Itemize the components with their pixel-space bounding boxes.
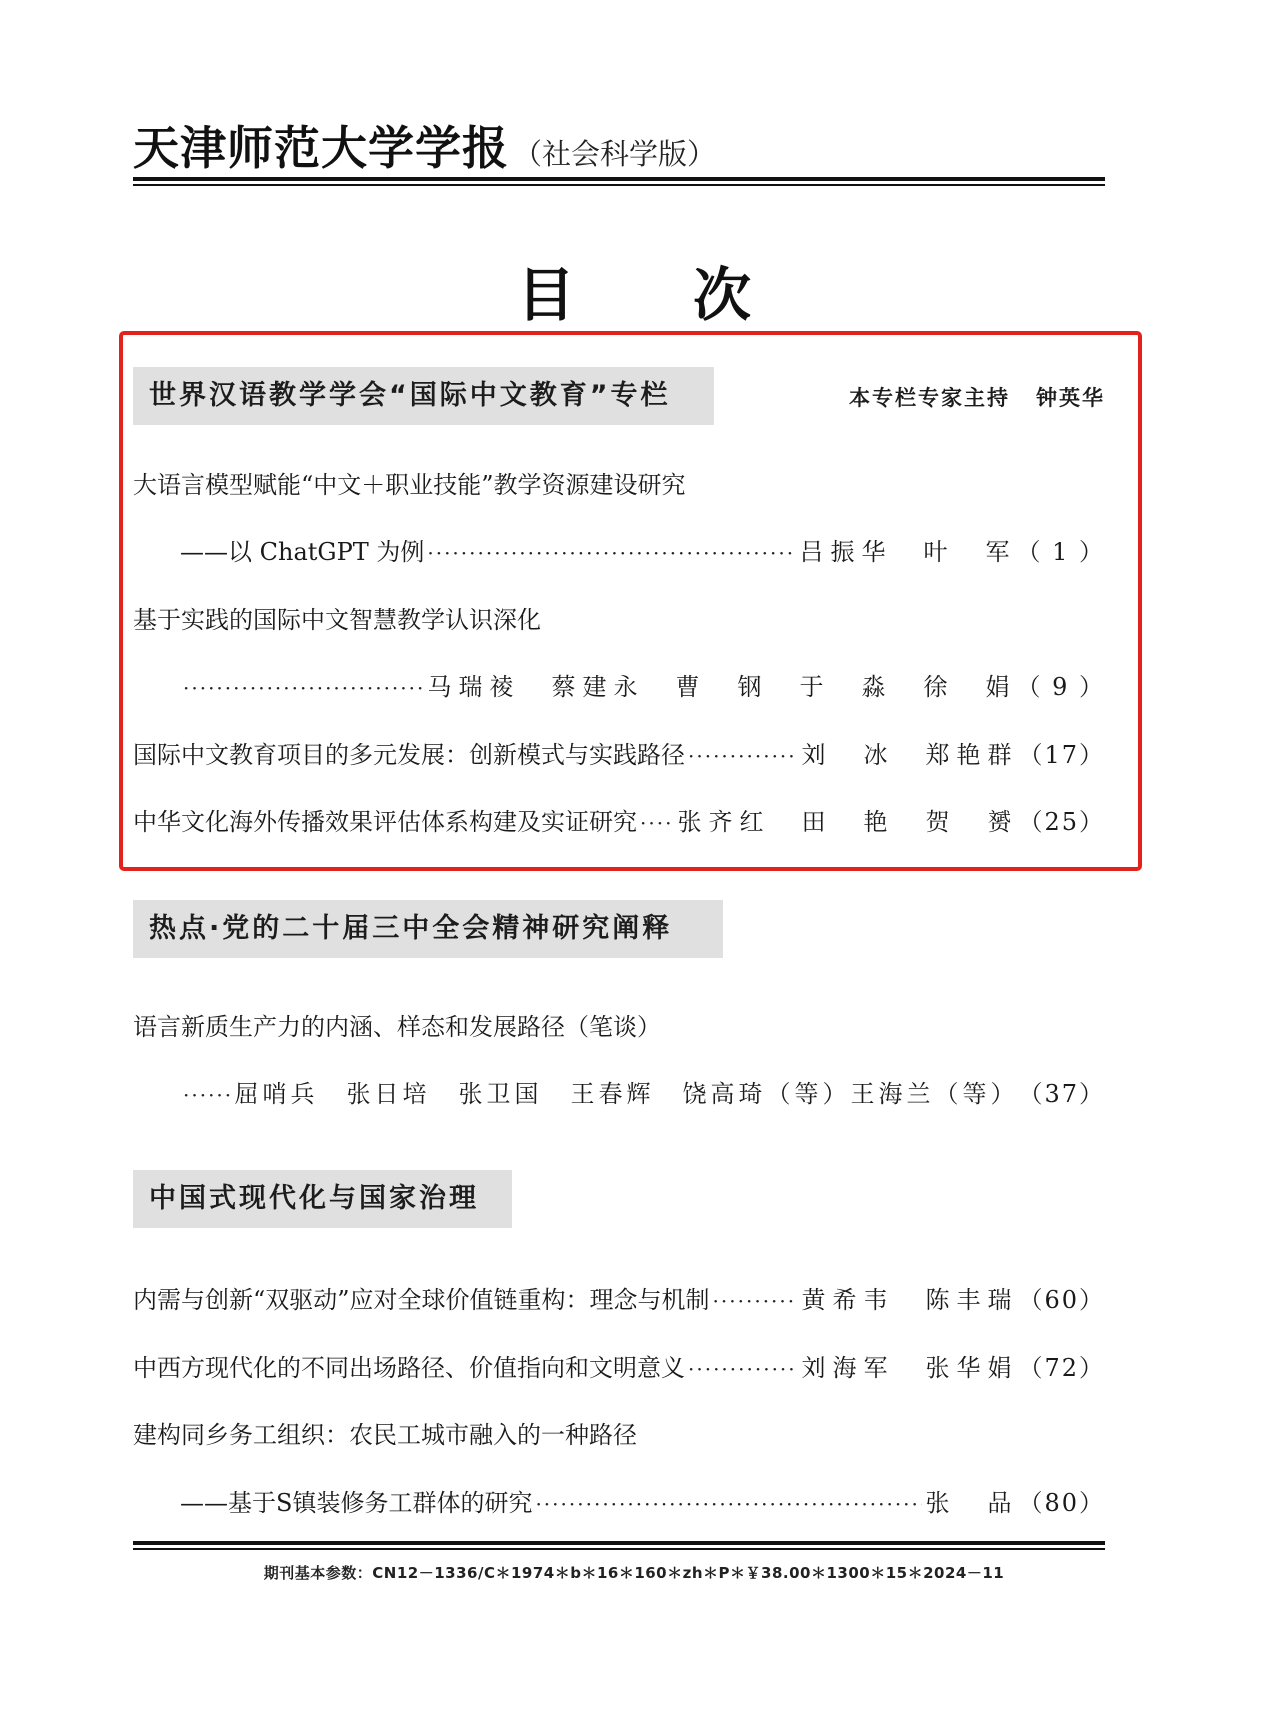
header-rule-thin xyxy=(133,184,1105,186)
column-host xyxy=(849,382,1105,412)
toc-entry xyxy=(180,1077,1105,1111)
toc-heading-char-2: 次 xyxy=(693,261,752,329)
journal-masthead xyxy=(133,112,1105,175)
article-title: 国际中文教育项目的多元发展：创新模式与实践路径 xyxy=(133,741,685,769)
article-authors: 刘海军 张华娟 xyxy=(801,1354,1019,1382)
toc-entry xyxy=(180,670,1105,704)
article-title: 中华文化海外传播效果评估体系构建及实证研究 xyxy=(133,808,637,836)
journal-edition: （社会科学版） xyxy=(513,137,717,171)
dot-leader xyxy=(183,1078,231,1112)
host-name: 钟英华 xyxy=(1036,386,1105,410)
section-label-international-chinese-education: 世界汉语教学学会“国际中文教育”专栏 xyxy=(133,367,714,425)
journal-parameters: 期刊基本参数：CN12－1336/C＊1974＊b＊16＊160＊zh＊P＊￥38.00＊1300＊15＊2024－11 xyxy=(263,1564,1005,1582)
footer-rule-thin xyxy=(133,1548,1105,1550)
article-subtitle: ——基于S镇装修务工群体的研究 xyxy=(180,1489,533,1517)
toc-entry xyxy=(180,1486,1105,1520)
toc-heading-char-1: 目 xyxy=(516,261,575,329)
toc-heading xyxy=(0,248,1268,332)
toc-entry xyxy=(133,805,1105,839)
toc-entry xyxy=(180,535,1105,569)
page-number: （80） xyxy=(1018,1489,1105,1517)
journal-title: 天津师范大学学报 xyxy=(133,121,509,175)
article-title: 中西方现代化的不同出场路径、价值指向和文明意义 xyxy=(133,1354,685,1382)
article-title: 语言新质生产力的内涵、样态和发展路径（笔谈） xyxy=(133,1013,661,1041)
section-label-hotspot: 热点·党的二十届三中全会精神研究阐释 xyxy=(133,900,723,958)
article-authors: 黄希韦 陈丰瑞 xyxy=(801,1286,1019,1314)
page-number: （17） xyxy=(1018,741,1105,769)
toc-entry xyxy=(133,1283,1105,1317)
dot-leader xyxy=(535,1487,922,1521)
article-authors: 马瑞祾 蔡建永 曹 钢 于 淼 徐 娟 xyxy=(427,673,1017,701)
article-subtitle: ——以 ChatGPT 为例 xyxy=(180,538,425,566)
dot-leader xyxy=(427,536,796,570)
article-authors: 吕振华 叶 军 xyxy=(799,538,1017,566)
article-title: 大语言模型赋能“中文＋职业技能”教学资源建设研究 xyxy=(133,471,686,499)
dot-leader xyxy=(688,1352,798,1386)
footer-rule-thick xyxy=(133,1541,1105,1545)
dot-leader xyxy=(688,739,798,773)
page-number: （72） xyxy=(1018,1354,1105,1382)
page-number: （ 9 ） xyxy=(1016,673,1105,701)
article-authors: 张 品 xyxy=(925,1489,1019,1517)
article-title: 内需与创新“双驱动”应对全球价值链重构：理念与机制 xyxy=(133,1286,710,1314)
page-number: （25） xyxy=(1018,808,1105,836)
article-authors: 屈哨兵 张日培 张卫国 王春辉 饶高琦（等）王海兰（等） xyxy=(234,1080,1019,1108)
dot-leader xyxy=(713,1284,799,1318)
page-number: （37） xyxy=(1018,1080,1105,1108)
article-title: 基于实践的国际中文智慧教学认识深化 xyxy=(133,606,541,634)
page-number: （60） xyxy=(1018,1286,1105,1314)
section-label-modernization-governance: 中国式现代化与国家治理 xyxy=(133,1170,512,1228)
dot-leader xyxy=(640,806,674,840)
header-rule-thick xyxy=(133,177,1105,181)
toc-entry xyxy=(133,738,1105,772)
article-authors: 张齐红 田 艳 贺 赟 xyxy=(677,808,1019,836)
host-label: 本专栏专家主持 xyxy=(849,386,1010,410)
article-authors: 刘 冰 郑艳群 xyxy=(801,741,1019,769)
article-title: 建构同乡务工组织：农民工城市融入的一种路径 xyxy=(133,1421,637,1449)
page-number: （ 1 ） xyxy=(1016,538,1105,566)
dot-leader xyxy=(183,671,424,705)
toc-entry xyxy=(133,1351,1105,1385)
